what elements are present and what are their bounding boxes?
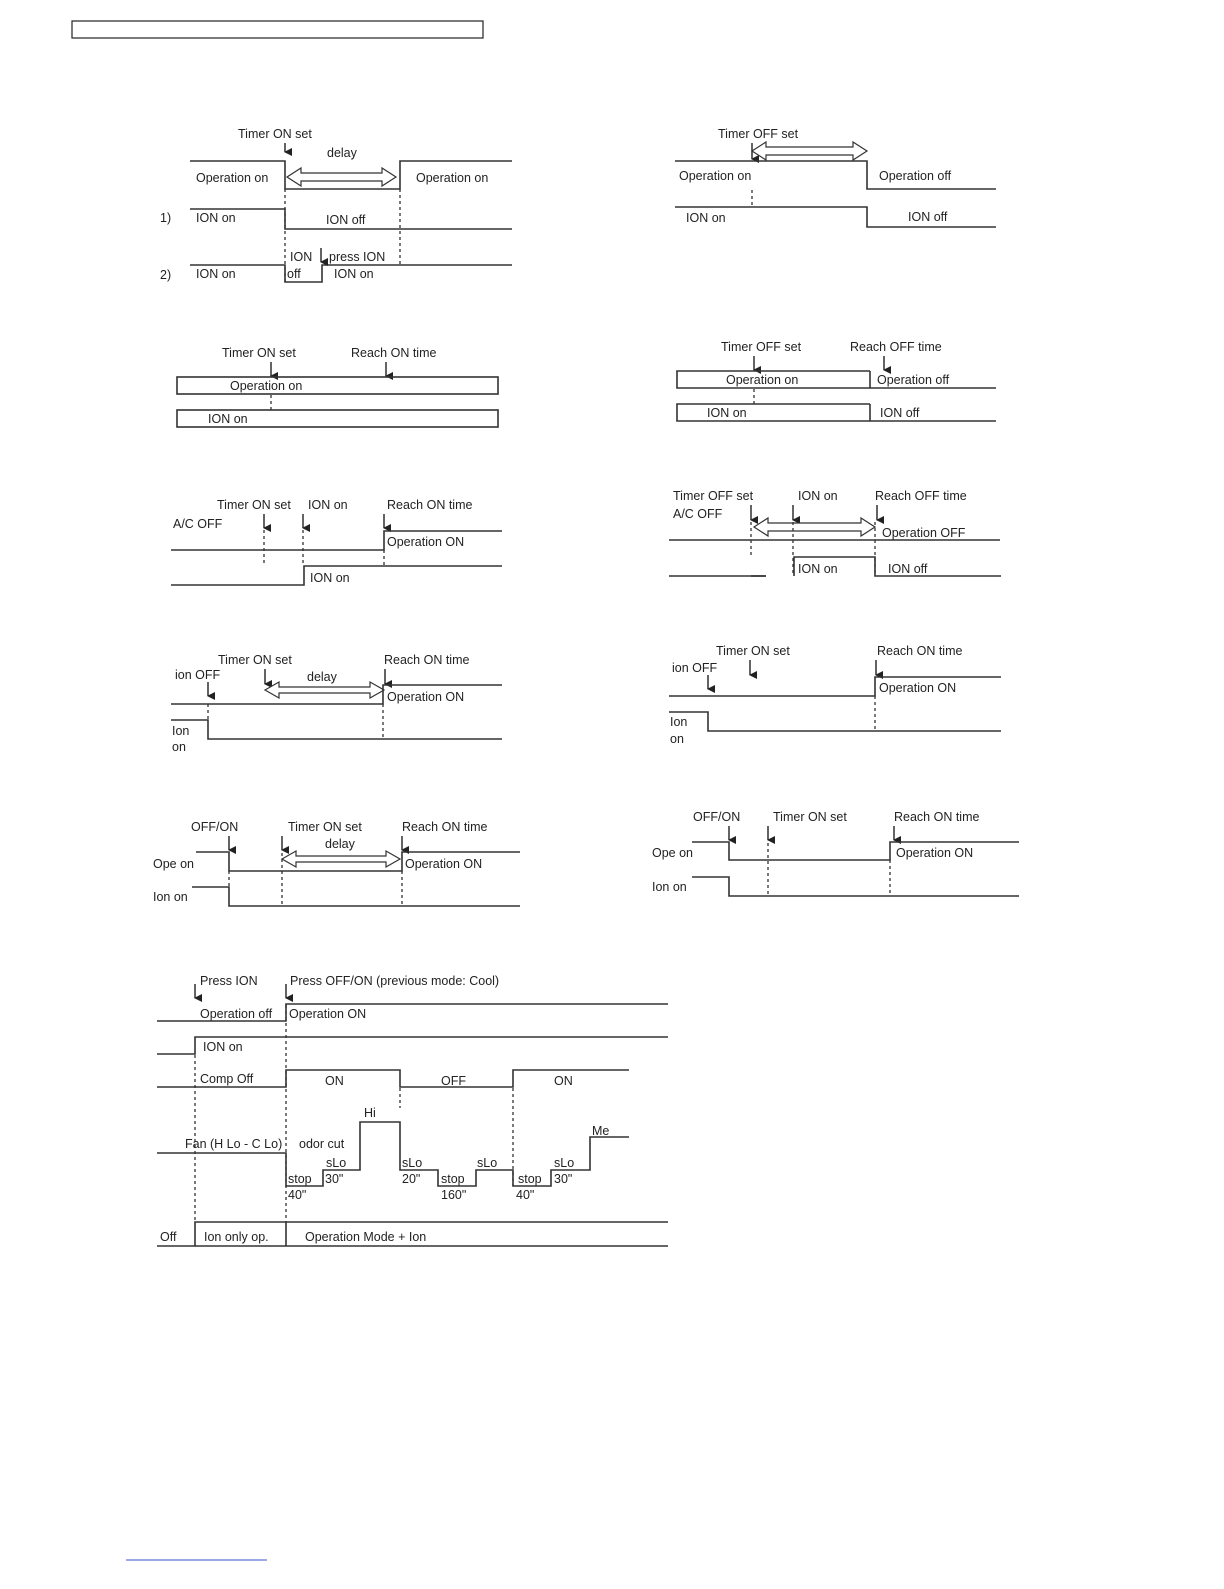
label-comp-on-2: ON <box>554 1074 573 1088</box>
diagram-ion-off-timer-on <box>669 644 1001 746</box>
label-ion-off: ION off <box>880 406 920 420</box>
label-delay: delay <box>327 146 357 160</box>
label-ion-on: ION on <box>686 211 726 225</box>
label-slo-2: sLo <box>402 1156 423 1170</box>
label-row2-ion-on-right: ION on <box>334 267 374 281</box>
label-30s-2: 30" <box>554 1172 573 1186</box>
diagram-timer-on-delay-ion <box>160 127 512 282</box>
label-ion-off: ion OFF <box>175 668 221 682</box>
label-delay: delay <box>307 670 337 684</box>
label-ion: Ion <box>172 724 190 738</box>
label-ion-only-op: Ion only op. <box>204 1230 269 1244</box>
label-stop-2: stop <box>441 1172 465 1186</box>
label-ion-off: ION off <box>908 210 948 224</box>
delay-double-arrow <box>752 142 867 160</box>
label-reach-on-time: Reach ON time <box>402 820 488 834</box>
label-row1-ion-on: ION on <box>196 211 236 225</box>
label-press-off-on: Press OFF/ON (previous mode: Cool) <box>290 974 500 988</box>
label-reach-on-time: Reach ON time <box>894 810 980 824</box>
label-operation-on: Operation ON <box>896 846 974 860</box>
ion-trace <box>692 877 1019 896</box>
label-reach-on-time: Reach ON time <box>351 346 437 360</box>
label-reach-on-time: Reach ON time <box>877 644 963 658</box>
label-timer-on-set: Timer ON set <box>217 498 291 512</box>
label-operation-on: Operation ON <box>879 681 957 695</box>
label-ion-off: ion OFF <box>672 661 718 675</box>
delay-double-arrow <box>265 682 384 698</box>
label-slo-3: sLo <box>477 1156 498 1170</box>
diagram-timer-off-delay <box>675 127 996 227</box>
label-operation-on-left: Operation on <box>196 171 269 185</box>
label-row2-number: 2) <box>160 268 172 282</box>
label-comp-off: Comp Off <box>200 1072 254 1086</box>
operation-bar <box>177 377 498 394</box>
diagram-timer-off-reach-off <box>677 340 996 421</box>
label-ion-on: ION on <box>707 406 747 420</box>
label-operation-off: Operation OFF <box>882 526 966 540</box>
label-operation-on: Operation on <box>230 379 303 393</box>
label-40s-2: 40" <box>516 1188 535 1202</box>
label-off: Off <box>160 1230 177 1244</box>
label-20s: 20" <box>402 1172 421 1186</box>
label-reach-off-time: Reach OFF time <box>875 489 967 503</box>
label-press-ion: Press ION <box>200 974 258 988</box>
label-ion-on: ION on <box>208 412 248 426</box>
label-ion-on-bottom: ION on <box>798 562 838 576</box>
label-timer-on-set: Timer ON set <box>716 644 790 658</box>
label-timer-on-set: Timer ON set <box>773 810 847 824</box>
label-operation-on: Operation on <box>679 169 752 183</box>
label-op-mode-ion: Operation Mode + Ion <box>305 1230 427 1244</box>
diagram-ac-off-timer-on <box>171 498 502 585</box>
label-ion-on: Ion on <box>153 890 188 904</box>
ion-trace <box>192 887 520 906</box>
label-160s: 160" <box>441 1188 467 1202</box>
label-row1-ion-off: ION off <box>326 213 366 227</box>
label-ope-on: Ope on <box>153 857 195 871</box>
label-operation-off: Operation off <box>200 1007 273 1021</box>
label-operation-off: Operation off <box>879 169 952 183</box>
label-timer-on-set: Timer ON set <box>288 820 362 834</box>
label-ion-on: Ion on <box>652 880 687 894</box>
label-ion-on: ION on <box>203 1040 243 1054</box>
label-hi: Hi <box>364 1106 376 1120</box>
label-40s-1: 40" <box>288 1188 307 1202</box>
label-ion-on-top: ION on <box>308 498 348 512</box>
label-reach-on-time: Reach ON time <box>387 498 473 512</box>
label-timer-on-set: Timer ON set <box>238 127 312 141</box>
label-timer-off-set: Timer OFF set <box>721 340 802 354</box>
diagram-ion-off-timer-on-delay <box>171 653 502 754</box>
label-stop-1: stop <box>288 1172 312 1186</box>
label-operation-on: Operation ON <box>289 1007 367 1021</box>
label-reach-on-time: Reach ON time <box>384 653 470 667</box>
label-ion: Ion <box>670 715 688 729</box>
label-ac-off: A/C OFF <box>173 517 223 531</box>
ion-trace <box>669 712 1001 731</box>
label-row2-ion: ION <box>290 250 313 264</box>
label-reach-off-time: Reach OFF time <box>850 340 942 354</box>
label-row2-off: off <box>287 267 301 281</box>
label-delay: delay <box>325 837 355 851</box>
diagram-off-on-timer-on <box>652 810 1019 896</box>
ion-trace <box>171 720 502 739</box>
label-off-on: OFF/ON <box>191 820 239 834</box>
label-stop-3: stop <box>518 1172 542 1186</box>
delay-double-arrow <box>754 518 875 536</box>
label-operation-on-right: Operation on <box>416 171 489 185</box>
diagram-ac-off-timer-off <box>669 489 1001 576</box>
label-ion-on-suffix: on <box>670 732 684 746</box>
label-ac-off: A/C OFF <box>673 507 723 521</box>
label-comp-off-2: OFF <box>441 1074 466 1088</box>
label-slo-1: sLo <box>326 1156 347 1170</box>
delay-double-arrow <box>287 168 396 186</box>
delay-double-arrow <box>282 851 400 867</box>
label-press-ion: press ION <box>329 250 386 264</box>
label-me: Me <box>592 1124 610 1138</box>
label-30s-1: 30" <box>325 1172 344 1186</box>
label-timer-off-set: Timer OFF set <box>673 489 754 503</box>
label-comp-on-1: ON <box>325 1074 344 1088</box>
label-row1-number: 1) <box>160 211 172 225</box>
label-off-on: OFF/ON <box>693 810 741 824</box>
label-operation-on: Operation ON <box>387 690 465 704</box>
diagram-timer-on-reach-on <box>177 346 498 427</box>
label-operation-on: Operation ON <box>405 857 483 871</box>
header-box <box>72 21 483 38</box>
label-odor-cut: odor cut <box>299 1137 345 1151</box>
label-ope-on: Ope on <box>652 846 694 860</box>
label-operation-on: Operation on <box>726 373 799 387</box>
label-timer-off-set: Timer OFF set <box>718 127 799 141</box>
label-ion-on-suffix: on <box>172 740 186 754</box>
label-row2-ion-on-left: ION on <box>196 267 236 281</box>
label-fan: Fan (H Lo - C Lo) <box>185 1137 283 1151</box>
label-timer-on-set: Timer ON set <box>222 346 296 360</box>
label-slo-4: sLo <box>554 1156 575 1170</box>
label-timer-on-set: Timer ON set <box>218 653 292 667</box>
label-ion-on-bottom: ION on <box>310 571 350 585</box>
label-operation-on: Operation ON <box>387 535 465 549</box>
label-ion-on-top: ION on <box>798 489 838 503</box>
diagram-press-ion-fan-compressor <box>157 974 668 1246</box>
diagram-off-on-timer-on-delay <box>153 820 520 906</box>
label-operation-off: Operation off <box>877 373 950 387</box>
label-ion-off: ION off <box>888 562 928 576</box>
